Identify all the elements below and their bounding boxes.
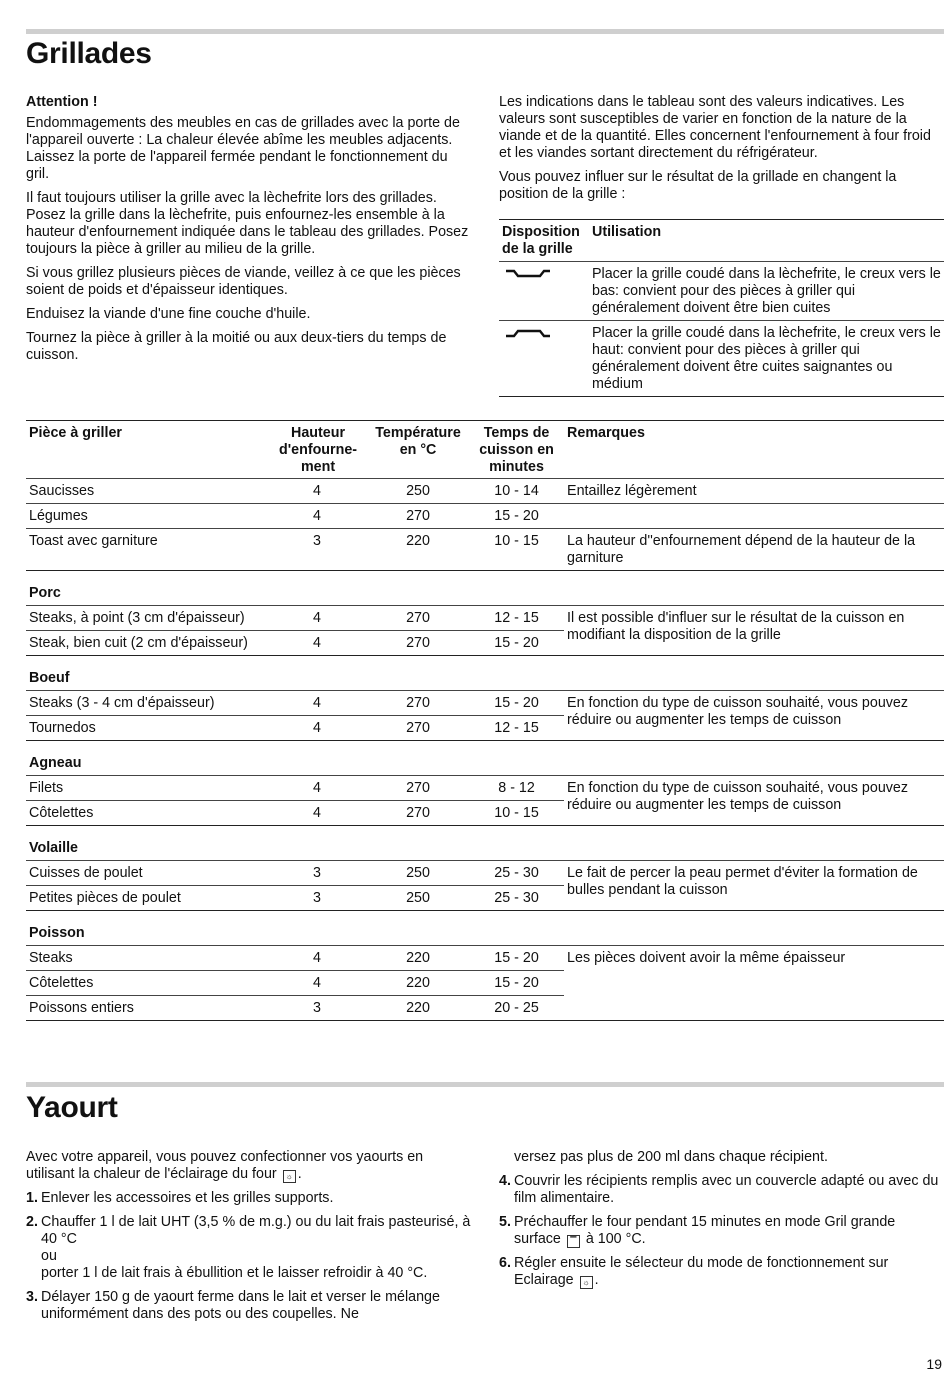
paragraph: Si vous grillez plusieurs pièces de viande, veillez à ce que les pièces soient de poids et d'épaisseur identiques. xyxy=(26,265,461,298)
item-cell: Cuisses de poulet xyxy=(26,861,267,886)
height-cell: 4 xyxy=(267,691,367,716)
time-cell: 15 - 20 xyxy=(469,691,564,716)
yaourt-title: Yaourt xyxy=(26,1091,118,1124)
table-row xyxy=(26,479,944,504)
col-header-height: Hauteur d'enfourne-ment xyxy=(267,421,367,479)
temperature-cell: 270 xyxy=(367,776,469,801)
paragraph: Les indications dans le tableau sont des valeurs indicatives. Les valeurs sont susceptibles de varier en fonction de la nature de la viande et de la quantité. Elles concernent l'enfournement à four froid et les viandes sortant directement du réfrigérateur. xyxy=(499,94,931,161)
step-number: 6. xyxy=(499,1255,511,1271)
paragraph: Tournez la pièce à griller à la moitié ou aux deux-tiers du temps de cuisson. xyxy=(26,330,447,363)
step-number: 5. xyxy=(499,1214,511,1230)
time-cell: 10 - 14 xyxy=(469,479,564,504)
attention-label: Attention ! xyxy=(26,94,98,110)
item-cell: Saucisses xyxy=(26,479,267,504)
temperature-cell: 270 xyxy=(367,691,469,716)
group-title-poisson: Poisson xyxy=(26,911,944,946)
list-item xyxy=(499,1173,944,1207)
table-row xyxy=(26,861,944,886)
time-cell: 10 - 15 xyxy=(469,801,564,826)
table-row xyxy=(26,606,944,631)
col-header-remarks: Remarques xyxy=(564,421,944,479)
height-cell: 3 xyxy=(313,533,321,549)
item-cell: Filets xyxy=(26,776,267,801)
remark-cell: En fonction du type de cuisson souhaité, vous pouvez réduire ou augmenter les temps de cuisson xyxy=(564,691,944,741)
item-cell: Côtelettes xyxy=(26,801,267,826)
step-text: Délayer 150 g de yaourt ferme dans le lait et verser le mélange uniformément dans des pots ou des coupelles. Ne xyxy=(41,1289,440,1322)
temperature-cell: 220 xyxy=(367,946,469,971)
temperature-cell: 270 xyxy=(367,801,469,826)
list-item xyxy=(499,1255,944,1289)
steps-list xyxy=(26,1190,471,1323)
grillades-left-column xyxy=(26,94,471,371)
table-row xyxy=(26,776,944,801)
temperature-cell: 270 xyxy=(367,631,469,656)
step-text: ou xyxy=(41,1248,57,1264)
height-cell: 4 xyxy=(267,971,367,996)
rack-position-table xyxy=(499,219,944,397)
yaourt-right-column xyxy=(499,1149,944,1296)
step-number: 1. xyxy=(26,1190,38,1206)
height-cell: 3 xyxy=(267,886,367,911)
table-row xyxy=(499,262,944,321)
step-text: Couvrir les récipients remplis avec un couvercle adapté ou avec du film alimentaire. xyxy=(514,1173,939,1206)
temperature-cell: 220 xyxy=(367,971,469,996)
remark-cell xyxy=(564,504,944,529)
step-text: versez pas plus de 200 ml dans chaque récipient. xyxy=(514,1149,828,1165)
height-cell: 4 xyxy=(267,946,367,971)
temperature-cell: 270 xyxy=(367,716,469,741)
table-row xyxy=(26,504,944,529)
height-cell: 3 xyxy=(267,861,367,886)
oven-light-icon: ☼ xyxy=(580,1276,593,1289)
temperature-cell: 270 xyxy=(367,504,469,529)
grill-rack-up-icon xyxy=(499,321,589,397)
height-cell: 4 xyxy=(267,606,367,631)
col-header-temperature: Température en °C xyxy=(367,421,469,479)
step-number: 4. xyxy=(499,1173,511,1189)
col-header-utilisation: Utilisation xyxy=(589,220,944,262)
temperature-cell: 220 xyxy=(406,533,430,549)
step-number: 3. xyxy=(26,1289,38,1305)
item-cell: Petites pièces de poulet xyxy=(26,886,267,911)
height-cell: 3 xyxy=(267,996,367,1021)
table-row xyxy=(26,691,944,716)
remark-cell: En fonction du type de cuisson souhaité, vous pouvez réduire ou augmenter les temps de cuisson xyxy=(564,776,944,826)
step-text: Enlever les accessoires et les grilles supports. xyxy=(41,1190,334,1206)
group-title-volaille: Volaille xyxy=(26,826,944,861)
intro-text: Avec votre appareil, vous pouvez confectionner vos yaourts en utilisant la chaleur de l'éclairage du four xyxy=(26,1149,424,1182)
grillades-right-column xyxy=(499,94,944,210)
section-rule-yaourt xyxy=(26,1082,944,1087)
col-header-disposition: Disposition de la grille xyxy=(499,220,589,262)
utilisation-text: Placer la grille coudé dans la lèchefrite, le creux vers le haut: convient pour des pièces à griller qui généralement doivent être cuites saignantes ou médium xyxy=(589,321,944,397)
list-item xyxy=(26,1289,471,1323)
step-text: . xyxy=(594,1272,599,1288)
table-row xyxy=(26,529,944,571)
temperature-cell: 220 xyxy=(367,996,469,1021)
step-text: Chauffer 1 l de lait UHT (3,5 % de m.g.) ou du lait frais pasteurisé, à 40 °C xyxy=(41,1214,471,1247)
section-rule-top xyxy=(26,29,944,34)
time-cell: 12 - 15 xyxy=(469,606,564,631)
time-cell: 15 - 20 xyxy=(469,971,564,996)
grill-large-area-icon: ▔ xyxy=(567,1235,580,1248)
page-number: 19 xyxy=(926,1356,942,1372)
height-cell: 4 xyxy=(267,716,367,741)
item-cell: Poissons entiers xyxy=(26,996,267,1021)
paragraph: Vous pouvez influer sur le résultat de la grillade en changent la position de la grille : xyxy=(499,169,897,202)
temperature-cell: 270 xyxy=(367,606,469,631)
list-item xyxy=(499,1149,944,1166)
table-row xyxy=(26,946,944,971)
table-row xyxy=(499,321,944,397)
time-cell: 25 - 30 xyxy=(469,886,564,911)
col-header-item: Pièce à griller xyxy=(26,421,267,479)
grill-rack-down-icon xyxy=(499,262,589,321)
step-text: Régler ensuite le sélecteur du mode de fonctionnement sur Eclairage xyxy=(514,1255,889,1288)
remark-cell: Entaillez légèrement xyxy=(564,479,944,504)
height-cell: 4 xyxy=(267,631,367,656)
remark-cell: Il est possible d'influer sur le résultat de la cuisson en modifiant la disposition de la grille xyxy=(564,606,944,656)
steps-list-continued xyxy=(499,1149,944,1289)
time-cell: 8 - 12 xyxy=(469,776,564,801)
oven-light-icon: ☼ xyxy=(283,1170,296,1183)
remark-cell: Le fait de percer la peau permet d'éviter la formation de bulles pendant la cuisson xyxy=(564,861,944,911)
height-cell: 4 xyxy=(267,479,367,504)
temperature-cell: 250 xyxy=(367,886,469,911)
paragraph: Il faut toujours utiliser la grille avec la lèchefrite lors des grillades. Posez la grille dans la lèchefrite, puis enfournez-les ensemble à la hauteur d'enfournement indiquée dans le tableau des grillades. Posez toujours la pièce à griller au milieu de la grille. xyxy=(26,190,469,257)
time-cell: 20 - 25 xyxy=(469,996,564,1021)
paragraph: Enduisez la viande d'une fine couche d'huile. xyxy=(26,306,311,322)
time-cell: 12 - 15 xyxy=(469,716,564,741)
item-cell: Steaks xyxy=(26,946,267,971)
utilisation-text: Placer la grille coudé dans la lèchefrite, le creux vers le bas: convient pour des pièces à griller qui généralement doivent être bien cuites xyxy=(589,262,944,321)
step-number: 2. xyxy=(26,1214,38,1230)
list-item xyxy=(499,1214,944,1248)
item-cell: Steaks, à point (3 cm d'épaisseur) xyxy=(26,606,267,631)
height-cell: 4 xyxy=(267,776,367,801)
step-text: porter 1 l de lait frais à ébullition et le laisser refroidir à 40 °C. xyxy=(41,1265,428,1281)
time-cell: 15 - 20 xyxy=(469,504,564,529)
group-title-agneau: Agneau xyxy=(26,741,944,776)
time-cell: 10 - 15 xyxy=(494,533,539,549)
height-cell: 4 xyxy=(267,504,367,529)
temperature-cell: 250 xyxy=(367,861,469,886)
height-cell: 4 xyxy=(267,801,367,826)
remark-cell: La hauteur d''enfournement dépend de la hauteur de la garniture xyxy=(567,533,916,566)
yaourt-left-column xyxy=(26,1149,471,1330)
col-header-time: Temps de cuisson en minutes xyxy=(469,421,564,479)
grillades-title: Grillades xyxy=(26,37,152,70)
time-cell: 25 - 30 xyxy=(469,861,564,886)
group-title-boeuf: Boeuf xyxy=(26,656,944,691)
item-cell: Légumes xyxy=(26,504,267,529)
item-cell: Côtelettes xyxy=(26,971,267,996)
temperature-cell: 250 xyxy=(367,479,469,504)
time-cell: 15 - 20 xyxy=(469,631,564,656)
time-cell: 15 - 20 xyxy=(469,946,564,971)
step-text: Préchauffer le four pendant 15 minutes en mode Gril grande surface xyxy=(514,1214,896,1247)
item-cell: Toast avec garniture xyxy=(29,533,158,549)
item-cell: Steak, bien cuit (2 cm d'épaisseur) xyxy=(26,631,267,656)
item-cell: Steaks (3 - 4 cm d'épaisseur) xyxy=(26,691,267,716)
grilling-table xyxy=(26,420,944,1021)
list-item xyxy=(26,1214,471,1282)
remark-cell: Les pièces doivent avoir la même épaisseur xyxy=(564,946,944,1021)
yaourt-intro xyxy=(26,1149,471,1183)
paragraph: Endommagements des meubles en cas de grillades avec la porte de l'appareil ouverte : La chaleur élevée abîme les meubles adjacents. Laissez la porte de l'appareil fermée pendant le fonctionnement du gril. xyxy=(26,115,460,182)
group-title-porc: Porc xyxy=(26,571,944,606)
intro-end: . xyxy=(297,1166,302,1182)
step-text: à 100 °C. xyxy=(585,1231,646,1247)
list-item xyxy=(26,1190,471,1207)
item-cell: Tournedos xyxy=(26,716,267,741)
